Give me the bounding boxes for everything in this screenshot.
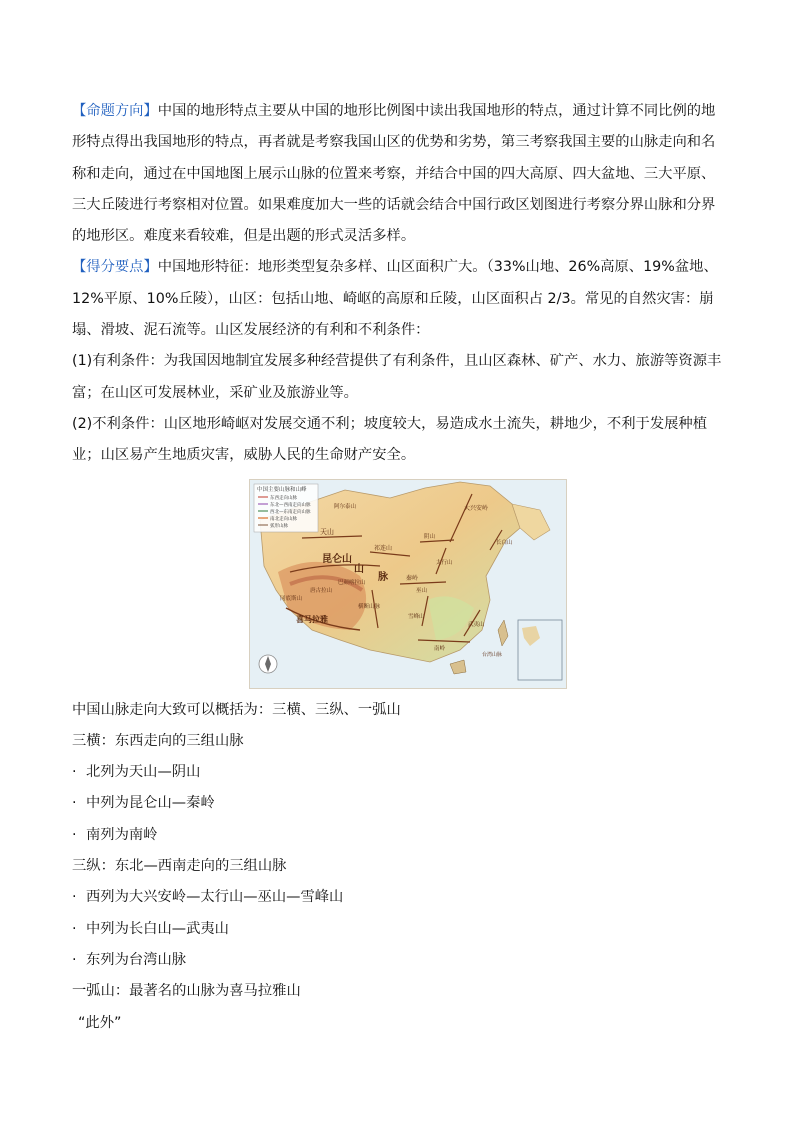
label-xuefeng: 雪峰山 [408, 613, 425, 620]
legend-label-2: 东北—西南走向山脉 [270, 502, 311, 508]
label-shan: 山 [354, 563, 364, 575]
document-content [72, 96, 724, 1039]
text-key-points: 中国地形特征：地形类型复杂多样、山区面积广大。（33%山地、26%高原、19%盆地、12%平原、10%丘陵），山区：包括山地、崎岖的高原和丘陵，山区面积占 2/3。常见的自然灾害：崩塌、滑坡、泥石流等。山区发展经济的有利和不利条件： [72, 259, 718, 339]
zong-title: 三纵：东北—西南走向的三组山脉 [72, 858, 287, 875]
label-hengduan: 横断山脉 [358, 603, 381, 610]
legend-label-3: 西北—东南走向山脉 [270, 509, 311, 515]
heng-item [72, 788, 724, 819]
hu-line: 一弧山：最著名的山脉为喜马拉雅山 [72, 983, 301, 1000]
bullet-icon: · [72, 795, 77, 812]
label-kunlun: 昆仑山 [322, 553, 352, 565]
paragraph-disadvantages: (2)不利条件：山区地形崎岖对发展交通不利；坡度较大，易造成水土流失，耕地少，不利于发展种植业；山区易产生地质灾害，威胁人民的生命财产安全。 [72, 415, 708, 464]
china-mountains-map [249, 479, 567, 689]
legend-label-5: 弧形山脉 [270, 523, 288, 529]
label-nanling: 南岭 [434, 645, 446, 652]
heng-title: 三横：东西走向的三组山脉 [72, 732, 244, 749]
tag-key-points: 【得分要点】 [72, 259, 158, 276]
heng-item-text: 中列为昆仑山—秦岭 [86, 795, 215, 812]
bullet-icon: · [72, 889, 77, 906]
label-yinshan: 阴山 [424, 533, 436, 540]
bullet-icon: · [72, 920, 77, 937]
map-title: 中国主要山脉和山峰 [257, 486, 307, 493]
label-bayankala: 巴颜喀拉山 [338, 579, 366, 586]
label-wushan: 巫山 [416, 587, 428, 594]
zong-item [72, 882, 724, 913]
label-gangdise: 冈底斯山 [280, 595, 303, 602]
label-qilian: 祁连山 [374, 544, 393, 552]
text-direction: 中国的地形特点主要从中国的地形比例图中读出我国地形的特点，通过计算不同比例的地形特点得出我国地形的特点，再者就是考察我国山区的优势和劣势，第三考察我国主要的山脉走向和名称和走向，通过在中国地图上展示山脉的位置来考察，并结合中国的四大高原、四大盆地、三大平原、三大丘陵进行考察相对位置。如果难度加大一些的话就会结合中国行政区划图进行考察分界山脉和分界的地形区。难度来看较难，但是出题的形式灵活多样。 [72, 103, 716, 245]
heng-item [72, 820, 724, 851]
paragraph-advantages: (1)有利条件：为我国因地制宜发展多种经营提供了有利条件，且山区森林、矿产、水力、旅游等资源丰富；在山区可发展林业，采矿业及旅游业等。 [72, 353, 722, 401]
label-daxinganling: 大兴安岭 [464, 504, 489, 512]
paragraph-direction [72, 96, 724, 252]
heng-item-text: 南列为南岭 [86, 826, 158, 843]
heng-item [72, 757, 724, 788]
legend-label-1: 东西走向山脉 [270, 495, 297, 501]
label-taiwan: 台湾山脉 [482, 651, 503, 658]
label-qinling: 秦岭 [406, 574, 419, 582]
label-himalaya: 喜马拉雅 [296, 614, 328, 624]
map-svg [250, 480, 566, 688]
label-changbai: 长白山 [496, 539, 513, 546]
label-tanggula: 唐古拉山 [310, 587, 333, 594]
label-taihang: 太行山 [436, 559, 453, 566]
label-wuyi: 武夷山 [468, 621, 485, 628]
zong-item-text: 东列为台湾山脉 [86, 951, 187, 968]
zong-item [72, 914, 724, 945]
extra-line: “此外” [78, 1014, 122, 1031]
tag-direction: 【命题方向】 [72, 103, 158, 119]
zong-item [72, 945, 724, 976]
heng-item-text: 北列为天山—阴山 [86, 764, 201, 781]
zong-item-text: 西列为大兴安岭—太行山—巫山—雪峰山 [86, 889, 344, 906]
label-altai: 阿尔泰山 [334, 503, 357, 510]
zong-item-text: 中列为长白山—武夷山 [86, 920, 229, 937]
label-tianshan: 天山 [320, 527, 334, 536]
paragraph-key-points [72, 252, 724, 346]
label-mai: 脉 [378, 571, 388, 583]
bullet-icon: · [72, 826, 77, 843]
bullet-icon: · [72, 764, 77, 781]
summary-intro: 中国山脉走向大致可以概括为：三横、三纵、一弧山 [72, 701, 401, 718]
bullet-icon: · [72, 951, 77, 968]
legend-label-4: 南北走向山脉 [270, 516, 297, 522]
